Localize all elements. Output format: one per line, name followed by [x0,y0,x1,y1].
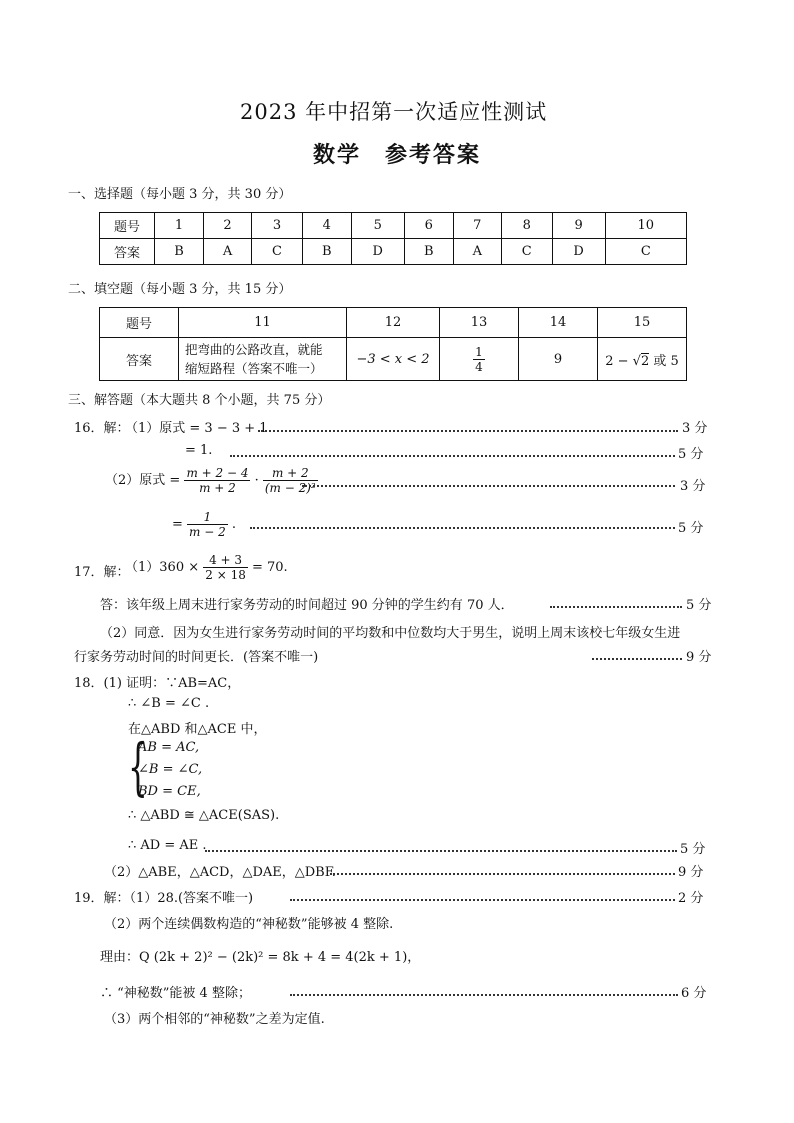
a-cell: A [203,239,251,265]
q-cell: 8 [501,213,552,239]
q18-label: 18．(1) 证明：∵AB=AC， [74,676,241,691]
leader-dots [550,606,682,608]
q17-part1 [125,553,288,582]
multiply-dot: · [254,473,259,488]
leader-dots [250,527,675,529]
q16-p1-score: 3 分 [682,421,708,436]
q17-fraction [203,553,248,582]
a-cell: D [351,239,404,265]
choice-answer-table [99,212,687,265]
q16-fraction2 [263,466,318,495]
leader-dots [230,455,675,457]
fraction-denominator: m + 2 [199,481,236,495]
answer-15-sqrt: 2 [640,353,650,369]
fraction-denominator: 2 × 18 [205,568,246,582]
answer-13-fraction [473,345,485,374]
q17-p2-score: 9 分 [686,650,712,665]
section2-heading: 二、填空题（每小题 3 分，共 15 分） [68,282,292,297]
leader-dots [592,658,682,660]
q-cell: 7 [453,213,501,239]
a-cell: D [552,239,605,265]
q18-system2: ∠B = ∠C, [138,762,203,777]
q-label: 题号 [100,213,155,239]
q17-part2-line2: 行家务劳动时间的时间更长．(答案不唯一) [74,650,319,665]
q17-p1-pre: （1）360 × [125,560,200,575]
q17-p1-post: = 70. [251,560,288,575]
leader-dots [290,994,678,996]
q16-p1b-score: 5 分 [678,447,704,462]
answer-15-post: 或 5 [649,353,679,369]
fraction-denominator: m − 2 [189,525,226,539]
section1-heading: 一、选择题（每小题 3 分，共 30 分） [68,187,292,202]
q19-part2: （2）两个连续偶数构造的“神秘数”能够被 4 整除. [104,917,394,932]
page-title: 2023 年中招第一次适应性测试 [240,100,548,124]
answer-14: 9 [519,338,598,381]
q-cell: 11 [179,308,347,338]
q16-p2-score: 3 分 [680,479,706,494]
q-label: 题号 [100,308,179,338]
a-cell: C [252,239,303,265]
section3-heading: 三、解答题（本大题共 8 个小题，共 75 分） [68,393,331,408]
fraction-numerator: 1 [187,510,228,525]
q-cell: 6 [404,213,453,239]
q17-part2-line1: （2）同意．因为女生进行家务劳动时间的平均数和中位数均大于男生，说明上周末该校七年级女生进 [100,626,681,641]
q18-line4: ∴ △ABD ≅ △ACE(SAS). [128,808,280,823]
q19-p1-score: 2 分 [678,891,704,906]
q19-concl-score: 6 分 [681,986,707,1001]
sqrt-sign-icon: √ [632,353,641,369]
q19-part3: （3）两个相邻的“神秘数”之差为定值. [104,1012,325,1027]
q19-label: 19．解：（1）28.(答案不唯一) [74,891,254,906]
q16-part2b [172,510,236,539]
q16-p2b-score: 5 分 [678,521,704,536]
q16-part2 [105,466,318,495]
fraction-numerator: m + 2 [263,466,318,481]
a-cell: B [404,239,453,265]
q-cell: 14 [519,308,598,338]
fraction-numerator: m + 2 − 4 [186,466,249,480]
q18-system1: AB = AC, [138,740,200,755]
q-cell: 2 [203,213,251,239]
q16-p2-label: （2）原式 = [105,473,181,488]
left-brace-icon: { [128,730,148,803]
answer-11 [179,338,347,381]
q17-label: 17．解： [74,565,130,580]
q-cell: 10 [605,213,686,239]
answer-11-line2: 缩短路程（答案不唯一） [185,361,323,376]
q16-fraction3 [187,510,228,539]
a-cell: C [501,239,552,265]
q19-conclusion: ∴ “神秘数”能被 4 整除； [100,986,251,1001]
q-cell: 15 [598,308,687,338]
a-cell: C [605,239,686,265]
period: . [231,517,237,532]
q18-line5: ∴ AD = AE . [128,838,207,853]
q-cell: 3 [252,213,303,239]
q-cell: 9 [552,213,605,239]
q16-part1: （1）原式 = 3 − 3 + 1 [125,421,268,436]
leader-dots [290,899,675,901]
q-cell: 4 [302,213,351,239]
q-cell: 1 [155,213,204,239]
page-subtitle: 数学 参考答案 [313,142,482,168]
leader-dots [330,873,675,875]
equals-sign: = [172,517,183,532]
fill-answer-table [99,307,687,381]
fraction-numerator: 1 [475,344,483,359]
a-label: 答案 [100,239,155,265]
leader-dots [205,850,677,852]
q17-ans-score: 5 分 [686,598,712,613]
q16-part1b: = 1. [185,443,213,458]
fraction-numerator: 4 + 3 [203,553,248,568]
fraction-denominator: (m − 2)² [264,481,316,495]
answer-11-line1: 把弯曲的公路改直，就能 [185,342,323,357]
q18-l5-score: 5 分 [680,842,706,857]
answer-12: −3 < x < 2 [347,338,440,381]
q17-answer: 答：该年级上周末进行家务劳动的时间超过 90 分钟的学生约有 70 人． [100,598,514,613]
answer-15 [598,338,687,381]
q-cell: 12 [347,308,440,338]
q18-part2: （2）△ABE，△ACD，△DAE，△DBF. [104,865,336,880]
q-cell: 13 [440,308,519,338]
q19-reason: 理由：Q (2k + 2)² − (2k)² = 8k + 4 = 4(2k + 1)， [100,950,421,965]
a-cell: B [155,239,204,265]
q18-p2-score: 9 分 [678,865,704,880]
q16-fraction1 [184,466,250,495]
q18-line2: ∴ ∠B = ∠C . [128,696,210,711]
answer-13 [440,338,519,381]
a-cell: A [453,239,501,265]
q16-label: 16．解： [74,421,130,436]
q18-system3: BD = CE, [138,784,201,799]
answer-15-pre: 2 − [605,353,633,369]
a-label: 答案 [100,338,179,381]
leader-dots [258,430,678,432]
q18-line3: 在△ABD 和△ACE 中， [128,722,267,737]
q-cell: 5 [351,213,404,239]
leader-dots [302,485,675,487]
fraction-denominator: 4 [475,359,483,374]
a-cell: B [302,239,351,265]
